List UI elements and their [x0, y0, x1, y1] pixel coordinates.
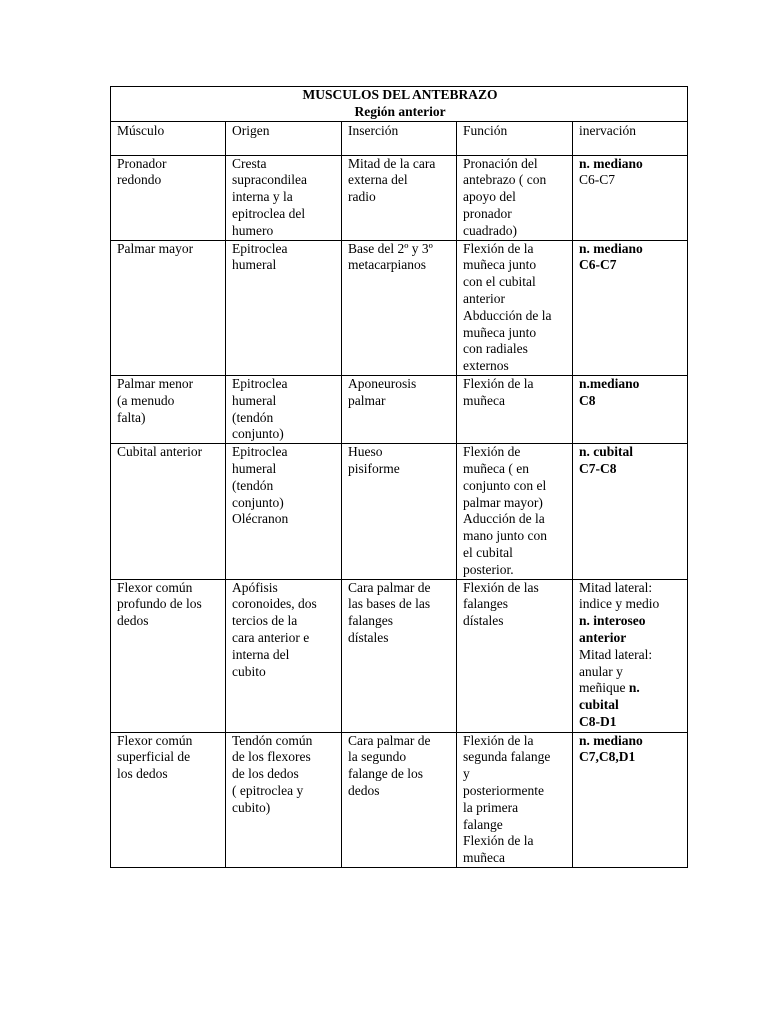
cell-line: Pronación del	[463, 155, 538, 171]
cell-line: Flexión de la	[463, 833, 534, 849]
cell-line	[579, 172, 683, 189]
cell-line: redondo	[117, 172, 162, 188]
cell-line: Abducción de la	[463, 307, 552, 323]
cell-line	[579, 680, 683, 697]
header-insercion: Inserción	[342, 121, 457, 155]
cell-line	[579, 613, 683, 630]
cell-line: Palmar mayor	[117, 240, 194, 256]
cell-line: dístales	[348, 629, 389, 645]
cell-line: el cubital	[463, 544, 513, 560]
cell-text: n. cubital	[579, 444, 634, 460]
cell-line: con el cubital	[463, 274, 536, 290]
cell-line: de los dedos	[232, 766, 299, 782]
cell-line	[579, 257, 683, 274]
cell-text: meñique	[579, 680, 629, 696]
cell-line: la segundo	[348, 749, 407, 765]
cell-line: posteriormente	[463, 782, 544, 798]
cell-musculo	[111, 375, 226, 443]
cell-line: falanges	[463, 596, 508, 612]
cell-text: C6-C7	[579, 172, 616, 188]
cell-funcion	[457, 155, 573, 240]
cell-line	[579, 376, 683, 393]
cell-line: Base del 2º y 3º	[348, 240, 433, 256]
table-row	[111, 155, 688, 240]
cell-inervacion	[573, 579, 688, 732]
cell-line: cara anterior e	[232, 629, 310, 645]
header-funcion: Función	[457, 121, 573, 155]
cell-insercion	[342, 444, 457, 579]
cell-text: C7,C8,D1	[579, 749, 636, 765]
cell-line: conjunto)	[232, 494, 284, 510]
cell-line: Cara palmar de	[348, 732, 431, 748]
cell-line	[579, 393, 683, 410]
cell-text: Mitad lateral:	[579, 579, 653, 595]
cell-line	[579, 647, 683, 664]
table-row	[111, 579, 688, 732]
cell-inervacion	[573, 155, 688, 240]
cell-line: Palmar menor	[117, 375, 194, 391]
cell-line: Flexión de	[463, 444, 521, 460]
cell-line: falanges	[348, 613, 393, 629]
table-row	[111, 444, 688, 579]
cell-line: humeral	[232, 257, 277, 273]
header-row	[111, 121, 688, 155]
cell-line: muñeca ( en	[463, 460, 529, 476]
cell-insercion	[342, 732, 457, 867]
cell-line: falange	[463, 816, 503, 832]
cell-line	[579, 714, 683, 731]
cell-line: Tendón común	[232, 732, 313, 748]
cell-inervacion	[573, 375, 688, 443]
cell-origen	[226, 579, 342, 732]
cell-line: las bases de las	[348, 596, 431, 612]
cell-text: n. interoseo	[579, 613, 646, 629]
cell-line: muñeca junto	[463, 324, 537, 340]
cell-line: (tendón	[232, 477, 274, 493]
cell-inervacion	[573, 240, 688, 375]
cell-line	[579, 461, 683, 478]
cell-insercion	[342, 155, 457, 240]
cell-line: humeral	[232, 460, 277, 476]
cell-line: dedos	[117, 613, 149, 629]
cell-line: (a menudo	[117, 392, 175, 408]
cell-text-tail: n.	[628, 680, 640, 696]
cell-line: supracondilea	[232, 172, 307, 188]
cell-line	[579, 697, 683, 714]
cell-line: con radiales	[463, 341, 528, 357]
cell-text: cubital	[579, 697, 619, 713]
cell-line: apoyo del	[463, 189, 516, 205]
cell-funcion	[457, 375, 573, 443]
cell-text: C8	[579, 392, 596, 408]
cell-musculo	[111, 155, 226, 240]
cell-musculo	[111, 444, 226, 579]
cell-funcion	[457, 579, 573, 732]
cell-line: muñeca	[463, 850, 505, 866]
cell-text: C6-C7	[579, 257, 617, 273]
cell-line: palmar	[348, 392, 386, 408]
cell-line: muñeca	[463, 392, 505, 408]
cell-line: antebrazo ( con	[463, 172, 547, 188]
cell-line	[579, 664, 683, 681]
cell-text: n. mediano	[579, 155, 643, 171]
cell-text: C8-D1	[579, 713, 617, 729]
cell-line	[579, 733, 683, 750]
cell-funcion	[457, 732, 573, 867]
cell-line: ( epitroclea y	[232, 782, 304, 798]
cell-line: superficial de	[117, 749, 191, 765]
cell-line: interna del	[232, 646, 290, 662]
table-row	[111, 732, 688, 867]
cell-line: segunda falange	[463, 749, 551, 765]
cell-text: anterior	[579, 629, 627, 645]
cell-line: humero	[232, 222, 274, 238]
cell-origen	[226, 732, 342, 867]
cell-line: tercios de la	[232, 613, 298, 629]
cell-text: anular y	[579, 663, 623, 679]
cell-origen	[226, 444, 342, 579]
cell-line: Epitroclea	[232, 444, 288, 460]
cell-line: posterior.	[463, 561, 514, 577]
cell-line: Flexión de la	[463, 375, 534, 391]
cell-line: Flexión de la	[463, 732, 534, 748]
cell-line: los dedos	[117, 766, 168, 782]
cell-line: metacarpianos	[348, 257, 426, 273]
cell-line	[579, 596, 683, 613]
cell-line: humeral	[232, 392, 277, 408]
cell-line: interna y la	[232, 189, 293, 205]
header-musculo: Músculo	[111, 121, 226, 155]
cell-line: Epitroclea	[232, 375, 288, 391]
cell-line: muñeca junto	[463, 257, 537, 273]
cell-text: Mitad lateral:	[579, 646, 653, 662]
cell-line: pisiforme	[348, 460, 400, 476]
cell-line: cubito)	[232, 799, 271, 815]
cell-line: Aducción de la	[463, 511, 545, 527]
cell-line: epitroclea del	[232, 205, 306, 221]
cell-line: conjunto)	[232, 426, 284, 442]
cell-line: conjunto con el	[463, 477, 547, 493]
cell-funcion	[457, 444, 573, 579]
cell-line: Flexor común	[117, 579, 193, 595]
cell-line: falta)	[117, 409, 146, 425]
cell-insercion	[342, 240, 457, 375]
cell-text: n. mediano	[579, 732, 643, 748]
cell-inervacion	[573, 732, 688, 867]
cell-line: coronoides, dos	[232, 596, 317, 612]
cell-line	[579, 580, 683, 597]
cell-line: Cara palmar de	[348, 579, 431, 595]
cell-line: la primera	[463, 799, 519, 815]
cell-line: Flexión de las	[463, 579, 539, 595]
cell-line: pronador	[463, 205, 512, 221]
table-row	[111, 375, 688, 443]
cell-line: palmar mayor)	[463, 494, 543, 510]
cell-text: indice y medio	[579, 596, 660, 612]
cell-inervacion	[573, 444, 688, 579]
cell-line: (tendón	[232, 409, 274, 425]
cell-line: Pronador	[117, 155, 167, 171]
cell-line	[579, 444, 683, 461]
cell-line: radio	[348, 189, 376, 205]
table-subtitle: Región anterior	[354, 103, 446, 119]
cell-line: de los flexores	[232, 749, 311, 765]
cell-line: Flexor común	[117, 732, 193, 748]
cell-line: cuadrado)	[463, 222, 517, 238]
cell-origen	[226, 155, 342, 240]
cell-text: n. mediano	[579, 240, 643, 256]
header-origen: Origen	[226, 121, 342, 155]
cell-line: Flexión de la	[463, 240, 534, 256]
cell-funcion	[457, 240, 573, 375]
cell-line: Hueso	[348, 444, 383, 460]
cell-insercion	[342, 375, 457, 443]
cell-line: cubito	[232, 663, 266, 679]
cell-line: y	[463, 766, 470, 782]
cell-line: Olécranon	[232, 511, 289, 527]
cell-text: n.mediano	[579, 375, 640, 391]
cell-origen	[226, 375, 342, 443]
cell-line: mano junto con	[463, 528, 547, 544]
cell-line	[579, 241, 683, 258]
cell-musculo	[111, 732, 226, 867]
table-title-cell	[111, 87, 688, 122]
cell-line: Cubital anterior	[117, 444, 203, 460]
cell-line	[579, 749, 683, 766]
cell-line	[579, 156, 683, 173]
cell-musculo	[111, 579, 226, 732]
cell-line: Cresta	[232, 155, 267, 171]
cell-line: Apófisis	[232, 579, 278, 595]
cell-text: C7-C8	[579, 460, 617, 476]
cell-line: Mitad de la cara	[348, 155, 436, 171]
cell-musculo	[111, 240, 226, 375]
title-row	[111, 87, 688, 122]
cell-insercion	[342, 579, 457, 732]
muscles-table	[110, 86, 688, 868]
table-row	[111, 240, 688, 375]
cell-line: falange de los	[348, 766, 423, 782]
cell-origen	[226, 240, 342, 375]
table-title: MUSCULOS DEL ANTEBRAZO	[302, 87, 498, 102]
cell-line: externos	[463, 358, 509, 374]
cell-line: Aponeurosis	[348, 375, 417, 391]
cell-line: Epitroclea	[232, 240, 288, 256]
cell-line: dedos	[348, 782, 380, 798]
cell-line	[579, 630, 683, 647]
cell-line: externa del	[348, 172, 408, 188]
cell-line: anterior	[463, 290, 505, 306]
cell-line: profundo de los	[117, 596, 202, 612]
header-inervacion: inervación	[573, 121, 688, 155]
cell-line: dístales	[463, 613, 504, 629]
